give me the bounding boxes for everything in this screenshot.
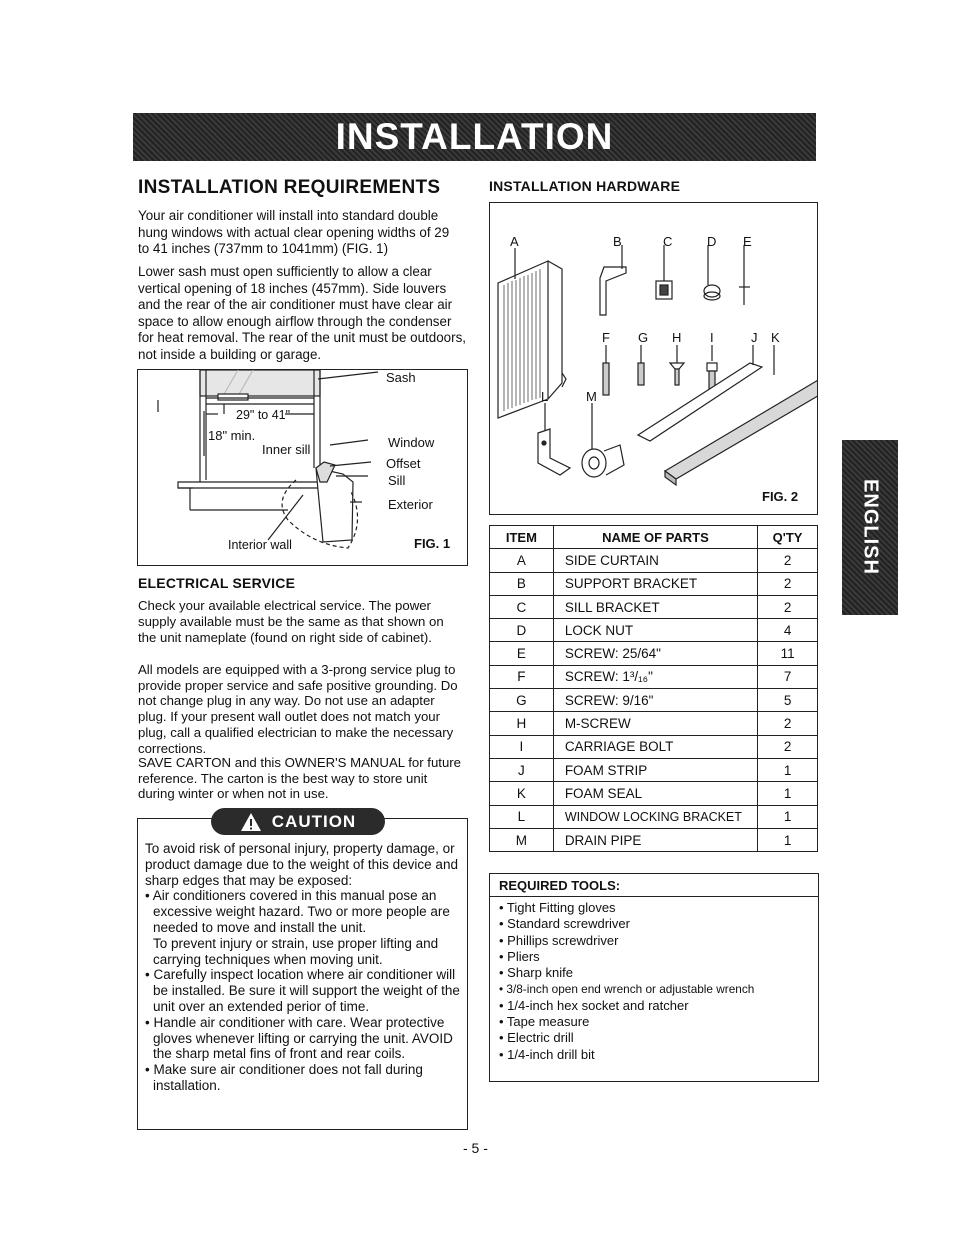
caution-label: CAUTION [271, 811, 357, 831]
row-qty: 5 [758, 689, 818, 712]
electrical-heading: ELECTRICAL SERVICE [138, 575, 296, 591]
fig1-label-inner-sill: Inner sill [262, 442, 311, 457]
table-row [490, 595, 818, 618]
fig2-caption: FIG. 2 [762, 489, 799, 504]
table-row [490, 572, 818, 595]
row-item: I [490, 735, 554, 758]
row-qty: 1 [758, 758, 818, 781]
caution-bullet-1: • Air conditioners covered in this manual pose an excessive weight hazard. Two or more people are needed to move and install the unit. [145, 888, 450, 935]
fig1-window-diagram [137, 369, 468, 566]
fig1-label-sash: Sash [386, 370, 416, 385]
list-item: • Standard screwdriver [499, 916, 630, 932]
table-row [490, 549, 818, 572]
list-item: • 3/8-inch open end wrench or adjustable wrench [499, 982, 755, 997]
row-item: G [490, 689, 554, 712]
row-qty: 2 [758, 712, 818, 735]
requirements-para-2: Lower sash must open sufficiently to allow a clear vertical opening of 18 inches (457mm). Side louvers and the rear of the air conditioner must have clear air space to allow enough airflow through the condenser for heat removal. The rear of the unit must be outdoors, not inside a building or garage. [138, 264, 466, 362]
table-row [490, 758, 818, 781]
fig1-label-width: 29" to 41" [236, 408, 291, 422]
parts-table-header [490, 526, 818, 549]
table-row [490, 642, 818, 665]
row-item: M [490, 828, 554, 851]
row-item: L [490, 805, 554, 828]
caution-bullet-4: • Make sure air conditioner does not fall during installation. [145, 1062, 423, 1093]
row-qty: 1 [758, 805, 818, 828]
row-item: C [490, 595, 554, 618]
page-number: - 5 - [463, 1140, 488, 1156]
tools-list [499, 900, 754, 1063]
header-qty: Q'TY [758, 526, 818, 549]
row-item: B [490, 572, 554, 595]
row-name: FOAM SEAL [553, 782, 757, 805]
row-item: H [490, 712, 554, 735]
row-item: K [490, 782, 554, 805]
banner-title: INSTALLATION [335, 116, 614, 157]
list-item: • Electric drill [499, 1030, 574, 1046]
row-item: F [490, 665, 554, 688]
row-name: SILL BRACKET [553, 595, 757, 618]
language-tab [842, 440, 898, 615]
fig2-letter-c: C [663, 234, 673, 249]
row-name: SIDE CURTAIN [553, 549, 757, 572]
warning-triangle-icon [240, 812, 262, 832]
list-item: • Tight Fitting gloves [499, 900, 616, 915]
fig1-label-interior-wall: Interior wall [228, 538, 292, 552]
fig2-letter-k: K [771, 330, 780, 345]
fig1-label-sill: Sill [388, 473, 406, 488]
list-item: • Phillips screwdriver [499, 932, 619, 948]
header-name: NAME OF PARTS [553, 526, 757, 549]
fig2-letter-b: B [613, 234, 622, 249]
table-row [490, 665, 818, 688]
row-qty: 2 [758, 735, 818, 758]
row-name: SCREW: 25/64" [553, 642, 757, 665]
fig1-label-offset: Offset [386, 456, 421, 471]
fig2-letter-i: I [710, 330, 714, 345]
caution-bullet-1b: To prevent injury or strain, use proper lifting and carrying techniques when moving unit. [153, 935, 439, 967]
fig1-label-exterior: Exterior [388, 497, 433, 512]
list-item: • Sharp knife [499, 965, 573, 981]
fig2-hardware-diagram [489, 202, 818, 515]
electrical-para-1: Check your available electrical service. The power supply available must be the same as that shown on the unit nameplate (found on right side of cabinet). [138, 598, 444, 645]
hardware-heading: INSTALLATION HARDWARE [489, 178, 681, 194]
table-row [490, 689, 818, 712]
fig2-letter-a: A [510, 234, 519, 249]
required-tools-header [490, 874, 818, 897]
table-row [490, 782, 818, 805]
list-item: • 1/4-inch hex socket and ratcher [499, 997, 689, 1013]
fig1-label-min: 18" min. [208, 428, 256, 443]
row-qty: 1 [758, 828, 818, 851]
row-name: SCREW: 1³/₁₆" [553, 665, 757, 688]
row-name: FOAM STRIP [553, 758, 757, 781]
hardware-parts-icon [490, 203, 817, 514]
row-qty: 2 [758, 572, 818, 595]
row-name: DRAIN PIPE [553, 828, 757, 851]
table-row [490, 828, 818, 851]
electrical-para-3: SAVE CARTON and this OWNER'S MANUAL for future reference. The carton is the best way to store unit during winter or when not in use. [138, 755, 462, 802]
row-name: CARRIAGE BOLT [553, 735, 757, 758]
row-name: WINDOW LOCKING BRACKET [553, 805, 757, 828]
fig2-letter-j: J [751, 330, 758, 345]
requirements-para-1: Your air conditioner will install into standard double hung windows with actual clear opening widths of 29 to 41 inches (737mm to 1041mm) (FIG. 1) [138, 208, 450, 256]
table-row [490, 805, 818, 828]
fig2-letter-f: F [602, 330, 610, 345]
language-tab-label: ENGLISH [859, 479, 882, 575]
required-tools-box [489, 873, 819, 1082]
row-item: A [490, 549, 554, 572]
row-qty: 11 [758, 642, 818, 665]
fig2-letter-l: L [541, 389, 549, 404]
fig1-caption: FIG. 1 [414, 536, 451, 551]
row-qty: 2 [758, 549, 818, 572]
fig2-letter-h: H [672, 330, 682, 345]
row-name: SUPPORT BRACKET [553, 572, 757, 595]
row-name: M-SCREW [553, 712, 757, 735]
row-qty: 2 [758, 595, 818, 618]
row-item: J [490, 758, 554, 781]
row-qty: 7 [758, 665, 818, 688]
required-tools-title: REQUIRED TOOLS: [499, 878, 621, 893]
fig2-letter-g: G [638, 330, 649, 345]
section-banner [133, 113, 816, 161]
header-item: ITEM [490, 526, 554, 549]
fig1-label-window: Window [388, 435, 435, 450]
row-item: D [490, 619, 554, 642]
electrical-para-2: All models are equipped with a 3-prong service plug to provide proper service and safe positive grounding. Do not change plug in any way. Do not use an adapter plug. If your present wall outlet does not match your plug, call a qualified electrician to make the necessary corrections. [138, 662, 458, 756]
row-name: SCREW: 9/16" [553, 689, 757, 712]
caution-bullet-2: • Carefully inspect location where air conditioner will be installed. Be sure it will support the weight of the unit over an extended perior of time. [145, 967, 460, 1014]
fig2-letter-m: M [586, 389, 597, 404]
list-item: • Tape measure [499, 1014, 590, 1030]
table-row [490, 735, 818, 758]
table-row [490, 619, 818, 642]
row-qty: 4 [758, 619, 818, 642]
row-name: LOCK NUT [553, 619, 757, 642]
row-item: E [490, 642, 554, 665]
caution-bullet-3: • Handle air conditioner with care. Wear protective gloves whenever lifting or carrying the unit. AVOID the sharp metal fins of front and rear coils. [145, 1014, 453, 1062]
list-item: • Pliers [499, 948, 540, 964]
caution-badge [211, 808, 385, 835]
table-row [490, 712, 818, 735]
parts-table [489, 525, 818, 852]
row-qty: 1 [758, 782, 818, 805]
fig2-letter-e: E [743, 234, 752, 249]
list-item: • 1/4-inch drill bit [499, 1046, 595, 1062]
caution-intro: To avoid risk of personal injury, property damage, or product damage due to the weight of this device and sharp edges that may be exposed: [145, 841, 458, 888]
requirements-heading: INSTALLATION REQUIREMENTS [138, 177, 441, 198]
fig2-letter-d: D [707, 234, 717, 249]
caution-box [137, 818, 468, 1130]
